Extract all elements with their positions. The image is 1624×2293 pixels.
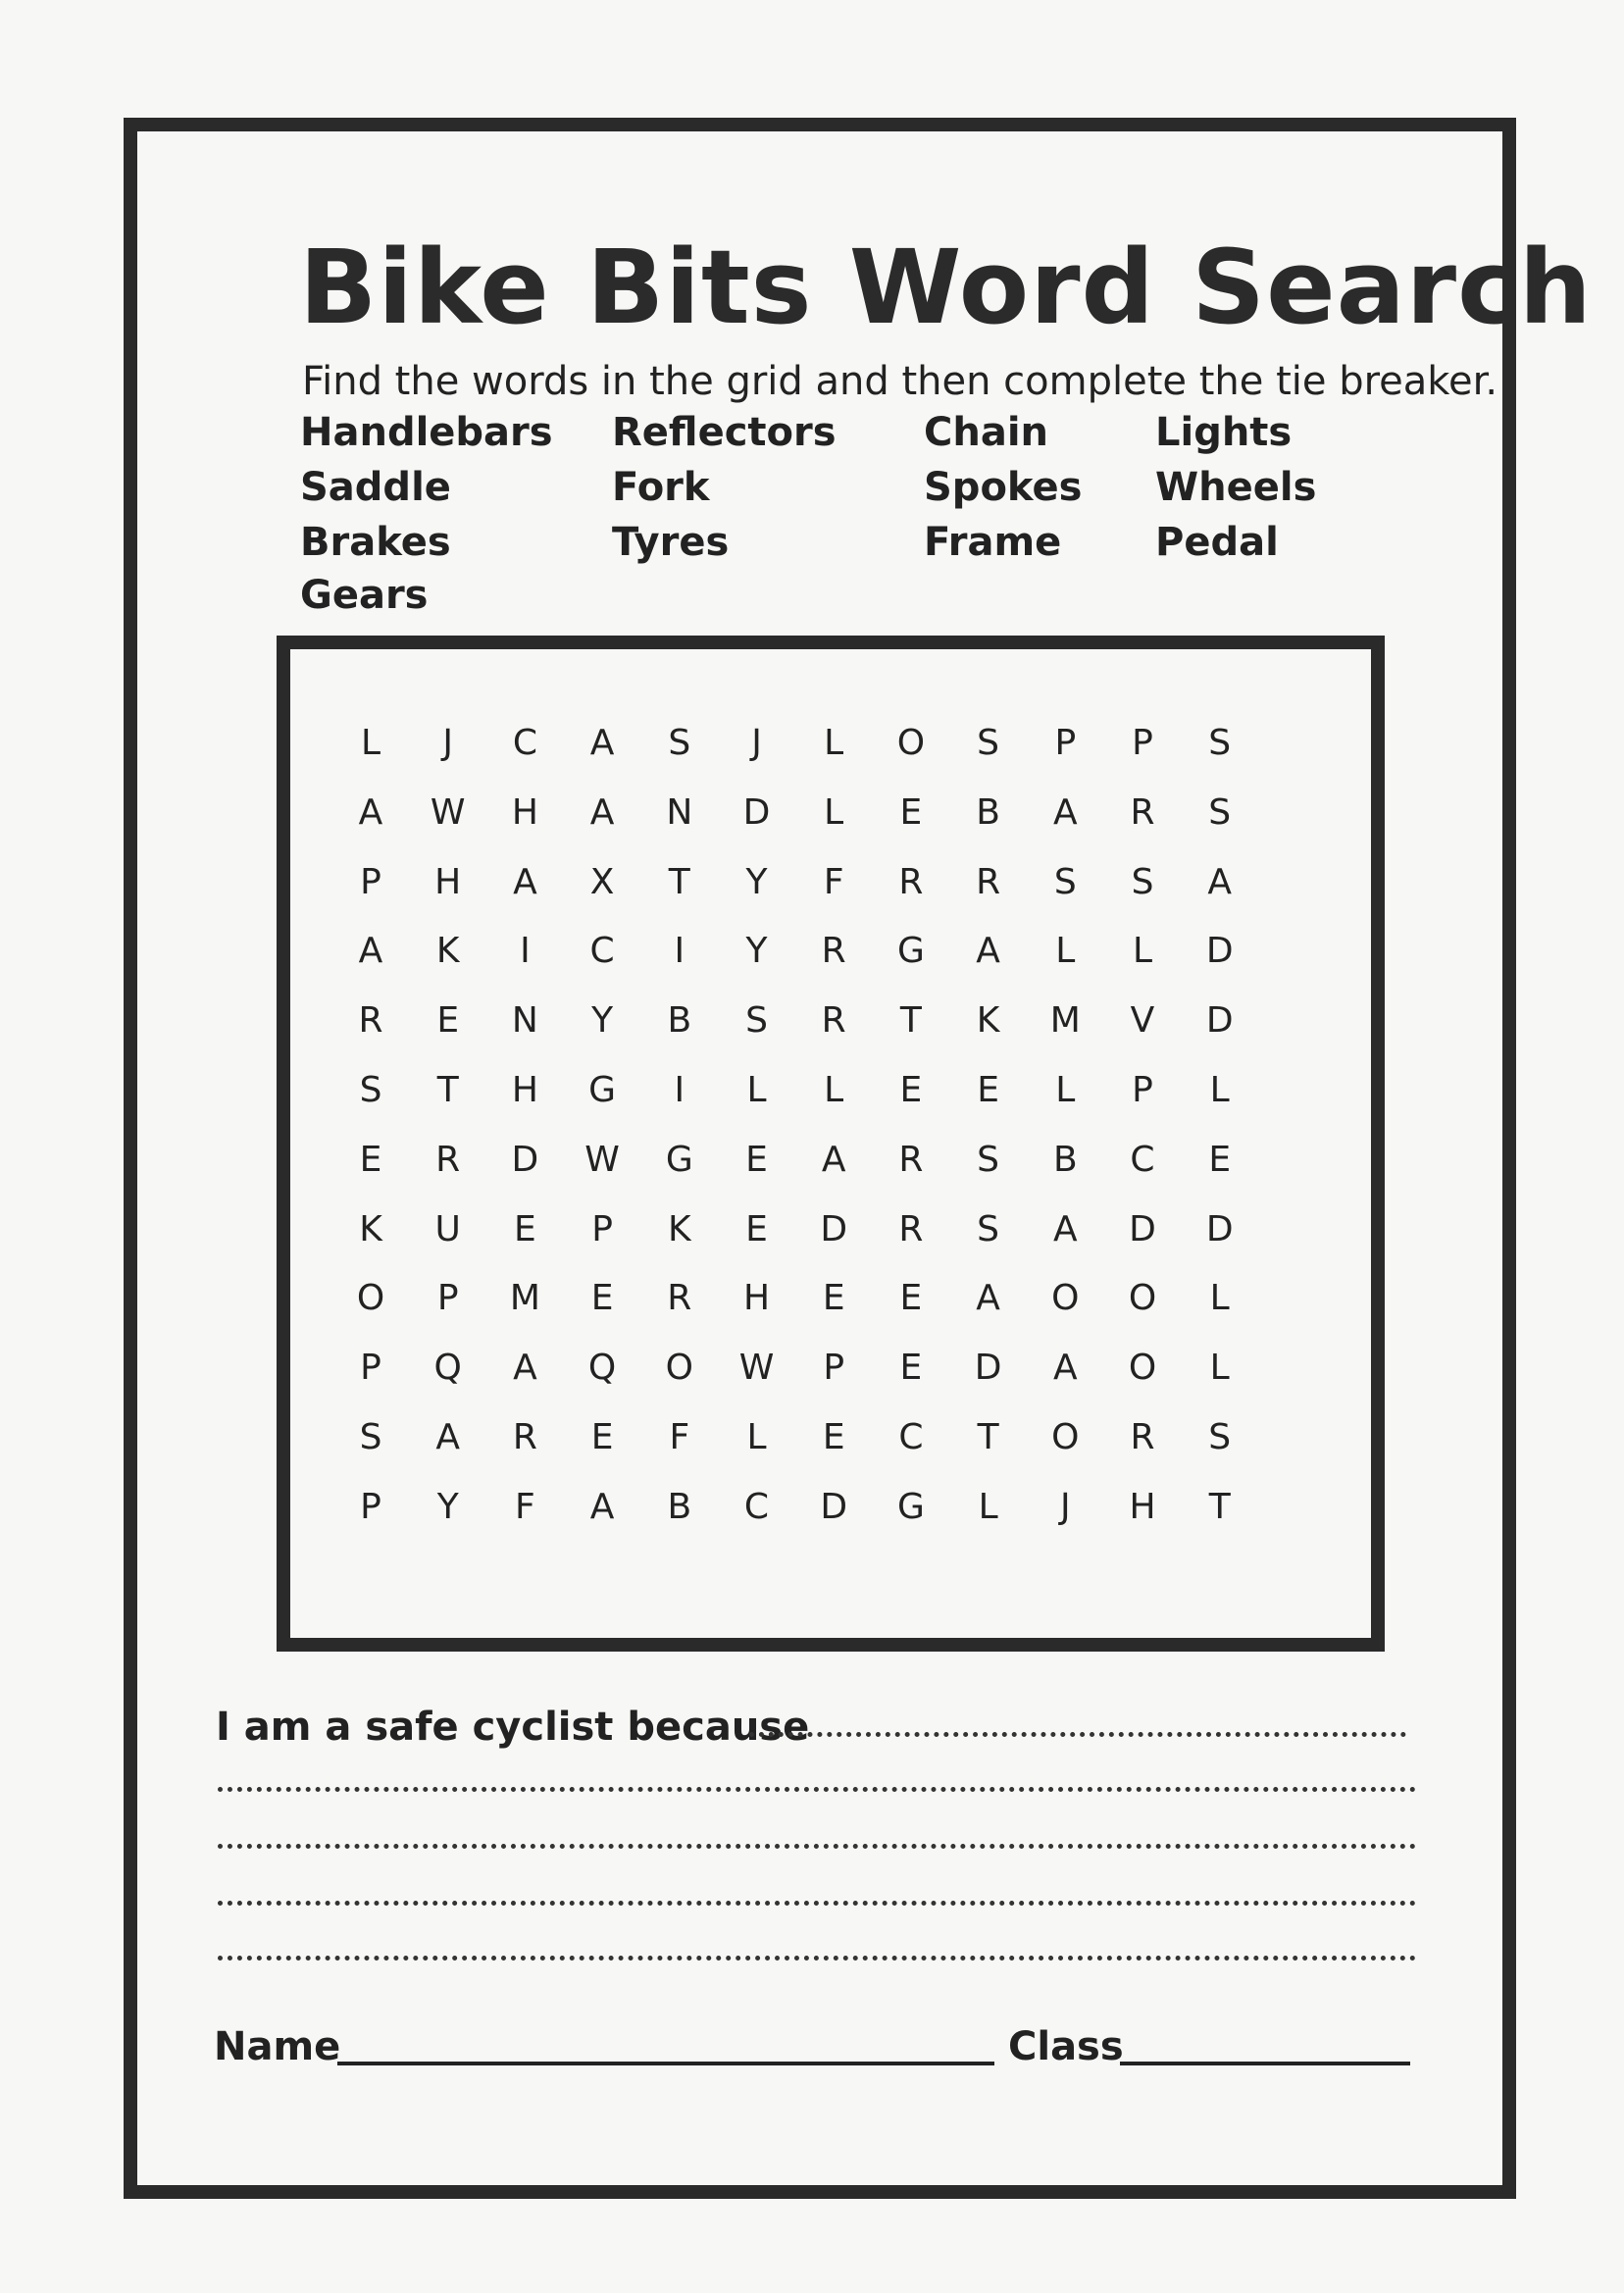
grid-letter[interactable]: T (977, 1417, 999, 1457)
grid-letter[interactable]: R (898, 861, 924, 902)
grid-letter[interactable]: E (822, 1417, 845, 1457)
word-search-grid-box (277, 636, 1385, 1652)
word-list-item: Tyres (612, 520, 730, 565)
grid-letter[interactable]: E (359, 1139, 382, 1180)
grid-letter[interactable]: R (821, 1000, 846, 1042)
grid-letter[interactable]: L (1209, 1348, 1230, 1389)
grid-letter[interactable]: R (1130, 1417, 1155, 1457)
grid-letter[interactable]: L (1209, 1070, 1230, 1110)
grid-letter[interactable]: A (976, 931, 1000, 972)
grid-letter[interactable]: D (1205, 931, 1234, 972)
grid-letter[interactable]: C (743, 1486, 770, 1527)
grid-letter[interactable]: T (1208, 1486, 1231, 1527)
grid-letter[interactable]: H (742, 1278, 771, 1319)
grid-letter[interactable]: R (898, 1208, 924, 1249)
grid-letter[interactable]: P (360, 1348, 381, 1389)
grid-letter[interactable]: A (589, 1486, 615, 1527)
grid-letter[interactable]: A (589, 791, 615, 833)
grid-letter[interactable]: A (513, 1348, 537, 1389)
grid-letter[interactable]: R (898, 1139, 924, 1180)
tie-breaker-line-4[interactable] (218, 1901, 1416, 1906)
grid-letter[interactable]: S (1131, 861, 1154, 902)
word-list-item: Spokes (924, 465, 1083, 510)
grid-letter[interactable]: H (434, 861, 462, 902)
grid-letter[interactable]: O (1051, 1278, 1080, 1319)
grid-letter[interactable]: W (738, 1348, 775, 1389)
grid-letter[interactable]: A (976, 1278, 1000, 1319)
grid-letter[interactable]: I (674, 931, 685, 972)
grid-letter[interactable]: A (358, 791, 383, 833)
grid-letter[interactable]: T (899, 1000, 922, 1042)
instructions: Find the words in the grid and then complete the tie breaker. (302, 359, 1498, 404)
grid-letter[interactable]: F (823, 861, 844, 902)
page-title: Bike Bits Word Search (299, 228, 1593, 347)
grid-letter[interactable]: P (1132, 1070, 1153, 1110)
grid-letter[interactable]: C (589, 931, 615, 972)
grid-letter[interactable]: P (436, 1278, 459, 1319)
word-list-item: Chain (924, 410, 1049, 455)
grid-letter[interactable]: G (665, 1139, 693, 1180)
grid-letter[interactable]: B (667, 1000, 692, 1042)
grid-letter[interactable]: X (589, 861, 615, 902)
grid-letter[interactable]: S (977, 1208, 1000, 1249)
grid-letter[interactable]: J (751, 723, 762, 763)
grid-letter[interactable]: P (360, 1486, 381, 1527)
grid-letter[interactable]: K (435, 931, 460, 972)
grid-letter[interactable]: D (511, 1139, 539, 1180)
grid-letter[interactable]: L (978, 1486, 998, 1527)
grid-letter[interactable]: O (356, 1278, 385, 1319)
grid-letter[interactable]: E (590, 1278, 614, 1319)
grid-letter[interactable]: E (590, 1417, 614, 1457)
grid-letter[interactable]: Y (436, 1486, 459, 1527)
grid-letter[interactable]: E (977, 1070, 999, 1110)
tie-breaker-line-5[interactable] (218, 1956, 1416, 1961)
grid-letter[interactable]: J (442, 723, 453, 763)
grid-letter[interactable]: K (359, 1208, 382, 1249)
grid-letter[interactable]: S (668, 723, 691, 763)
grid-letter[interactable]: Q (433, 1348, 462, 1389)
grid-letter[interactable]: T (436, 1070, 459, 1110)
grid-letter[interactable]: D (820, 1208, 848, 1249)
grid-letter[interactable]: A (358, 931, 383, 972)
grid-letter[interactable]: R (1130, 791, 1155, 833)
grid-letter[interactable]: A (435, 1417, 460, 1457)
grid-letter[interactable]: P (360, 861, 381, 902)
grid-letter[interactable]: K (667, 1208, 691, 1249)
grid-letter[interactable]: R (821, 931, 846, 972)
grid-letter[interactable]: R (435, 1139, 461, 1180)
grid-letter[interactable]: L (1209, 1278, 1230, 1319)
grid-letter[interactable]: A (1052, 791, 1078, 833)
grid-letter[interactable]: T (668, 861, 690, 902)
grid-letter[interactable]: J (1059, 1486, 1071, 1527)
grid-letter[interactable]: I (520, 931, 531, 972)
grid-letter[interactable]: E (1208, 1139, 1232, 1180)
grid-letter[interactable]: R (358, 1000, 383, 1042)
grid-letter[interactable]: V (1130, 1000, 1155, 1042)
word-list-item: Lights (1155, 410, 1293, 455)
grid-letter[interactable]: A (513, 861, 537, 902)
word-list-item: Saddle (300, 465, 451, 510)
word-list-item: Wheels (1155, 465, 1317, 510)
grid-letter[interactable]: O (1128, 1348, 1157, 1389)
grid-letter[interactable]: B (976, 791, 1000, 833)
grid-letter[interactable]: M (509, 1278, 540, 1319)
grid-letter[interactable]: O (1051, 1417, 1080, 1457)
grid-letter[interactable]: L (824, 723, 844, 763)
grid-letter[interactable]: L (1132, 931, 1153, 972)
grid-letter[interactable]: I (674, 1070, 685, 1110)
grid-letter[interactable]: P (591, 1208, 613, 1249)
grid-letter[interactable]: O (1128, 1278, 1157, 1319)
grid-letter[interactable]: L (746, 1417, 767, 1457)
grid-letter[interactable]: N (666, 791, 693, 833)
tie-breaker-line-2[interactable] (218, 1787, 1416, 1792)
grid-letter[interactable]: E (745, 1208, 768, 1249)
grid-letter[interactable]: S (977, 723, 1000, 763)
name-field[interactable] (337, 2062, 994, 2065)
grid-letter[interactable]: S (977, 1139, 1000, 1180)
word-list-item: Frame (924, 520, 1062, 565)
grid-letter[interactable]: F (515, 1486, 535, 1527)
grid-letter[interactable]: S (1208, 723, 1232, 763)
grid-letter[interactable]: F (669, 1417, 690, 1457)
grid-letter[interactable]: D (742, 791, 771, 833)
grid-letter[interactable]: D (1205, 1000, 1234, 1042)
word-list (300, 410, 1428, 626)
grid-letter[interactable]: L (746, 1070, 767, 1110)
grid-letter[interactable]: S (745, 1000, 768, 1042)
grid-letter[interactable]: H (511, 1070, 538, 1110)
grid-letter[interactable]: B (667, 1486, 692, 1527)
grid-letter[interactable]: A (1207, 861, 1232, 902)
grid-letter[interactable]: A (589, 723, 615, 763)
grid-letter[interactable]: S (359, 1070, 382, 1110)
name-label: Name (214, 2024, 341, 2069)
grid-letter[interactable]: P (1132, 723, 1153, 763)
grid-letter[interactable]: D (820, 1486, 848, 1527)
grid-letter[interactable]: U (434, 1208, 461, 1249)
grid-letter[interactable]: N (511, 1000, 538, 1042)
word-list-item: Pedal (1155, 520, 1279, 565)
grid-letter[interactable]: L (1055, 1070, 1076, 1110)
grid-letter[interactable]: E (514, 1208, 536, 1249)
word-list-item: Gears (300, 573, 429, 618)
grid-letter[interactable]: D (974, 1348, 1002, 1389)
class-field[interactable] (1120, 2062, 1410, 2065)
class-label: Class (1008, 2024, 1124, 2069)
grid-letter[interactable]: A (821, 1139, 846, 1180)
grid-letter[interactable]: H (1129, 1486, 1156, 1527)
grid-letter[interactable]: E (899, 1348, 923, 1389)
grid-letter[interactable]: Y (745, 931, 768, 972)
grid-letter[interactable]: E (899, 791, 923, 833)
grid-letter[interactable]: C (898, 1417, 924, 1457)
grid-letter[interactable]: L (1055, 931, 1076, 972)
grid-letter[interactable]: L (824, 1070, 844, 1110)
grid-letter[interactable]: G (896, 931, 925, 972)
grid-letter[interactable]: A (1052, 1208, 1078, 1249)
word-search-grid (290, 649, 1371, 1638)
grid-letter[interactable]: S (1208, 1417, 1232, 1457)
grid-letter[interactable]: O (896, 723, 926, 763)
grid-letter[interactable]: P (823, 1348, 845, 1389)
grid-letter[interactable]: K (976, 1000, 1000, 1042)
grid-letter[interactable]: W (584, 1139, 620, 1180)
grid-letter[interactable]: S (1053, 861, 1077, 902)
grid-letter[interactable]: S (359, 1417, 382, 1457)
grid-letter[interactable]: G (896, 1486, 925, 1527)
grid-letter[interactable]: E (899, 1278, 923, 1319)
grid-letter[interactable]: D (1129, 1208, 1156, 1249)
grid-letter[interactable]: S (1208, 791, 1232, 833)
grid-letter[interactable]: P (1054, 723, 1077, 763)
tie-breaker-label: I am a safe cyclist because (216, 1705, 810, 1750)
tie-breaker-line-1[interactable] (749, 1732, 1406, 1737)
grid-letter[interactable]: W (430, 791, 466, 833)
grid-letter[interactable]: R (976, 861, 1001, 902)
grid-letter[interactable]: E (822, 1278, 845, 1319)
grid-letter[interactable]: A (1052, 1348, 1078, 1389)
grid-letter[interactable]: B (1052, 1139, 1078, 1180)
grid-letter[interactable]: Y (745, 861, 768, 902)
grid-letter[interactable]: E (436, 1000, 460, 1042)
word-list-item: Fork (612, 465, 710, 510)
grid-letter[interactable]: O (665, 1348, 693, 1389)
word-list-item: Reflectors (612, 410, 837, 455)
grid-letter[interactable]: D (1205, 1208, 1234, 1249)
grid-letter[interactable]: G (588, 1070, 617, 1110)
grid-letter[interactable]: R (667, 1278, 692, 1319)
grid-letter[interactable]: L (360, 723, 381, 763)
grid-letter[interactable]: E (745, 1139, 768, 1180)
grid-letter[interactable]: Y (591, 1000, 614, 1042)
word-list-item: Handlebars (300, 410, 553, 455)
grid-letter[interactable]: M (1049, 1000, 1081, 1042)
grid-letter[interactable]: Q (587, 1348, 617, 1389)
grid-letter[interactable]: H (511, 791, 538, 833)
grid-letter[interactable]: C (1130, 1139, 1155, 1180)
grid-letter[interactable]: C (512, 723, 537, 763)
grid-letter[interactable]: L (824, 791, 844, 833)
tie-breaker-line-3[interactable] (218, 1844, 1416, 1849)
grid-letter[interactable]: R (512, 1417, 537, 1457)
grid-letter[interactable]: E (899, 1070, 923, 1110)
word-list-item: Brakes (300, 520, 451, 565)
